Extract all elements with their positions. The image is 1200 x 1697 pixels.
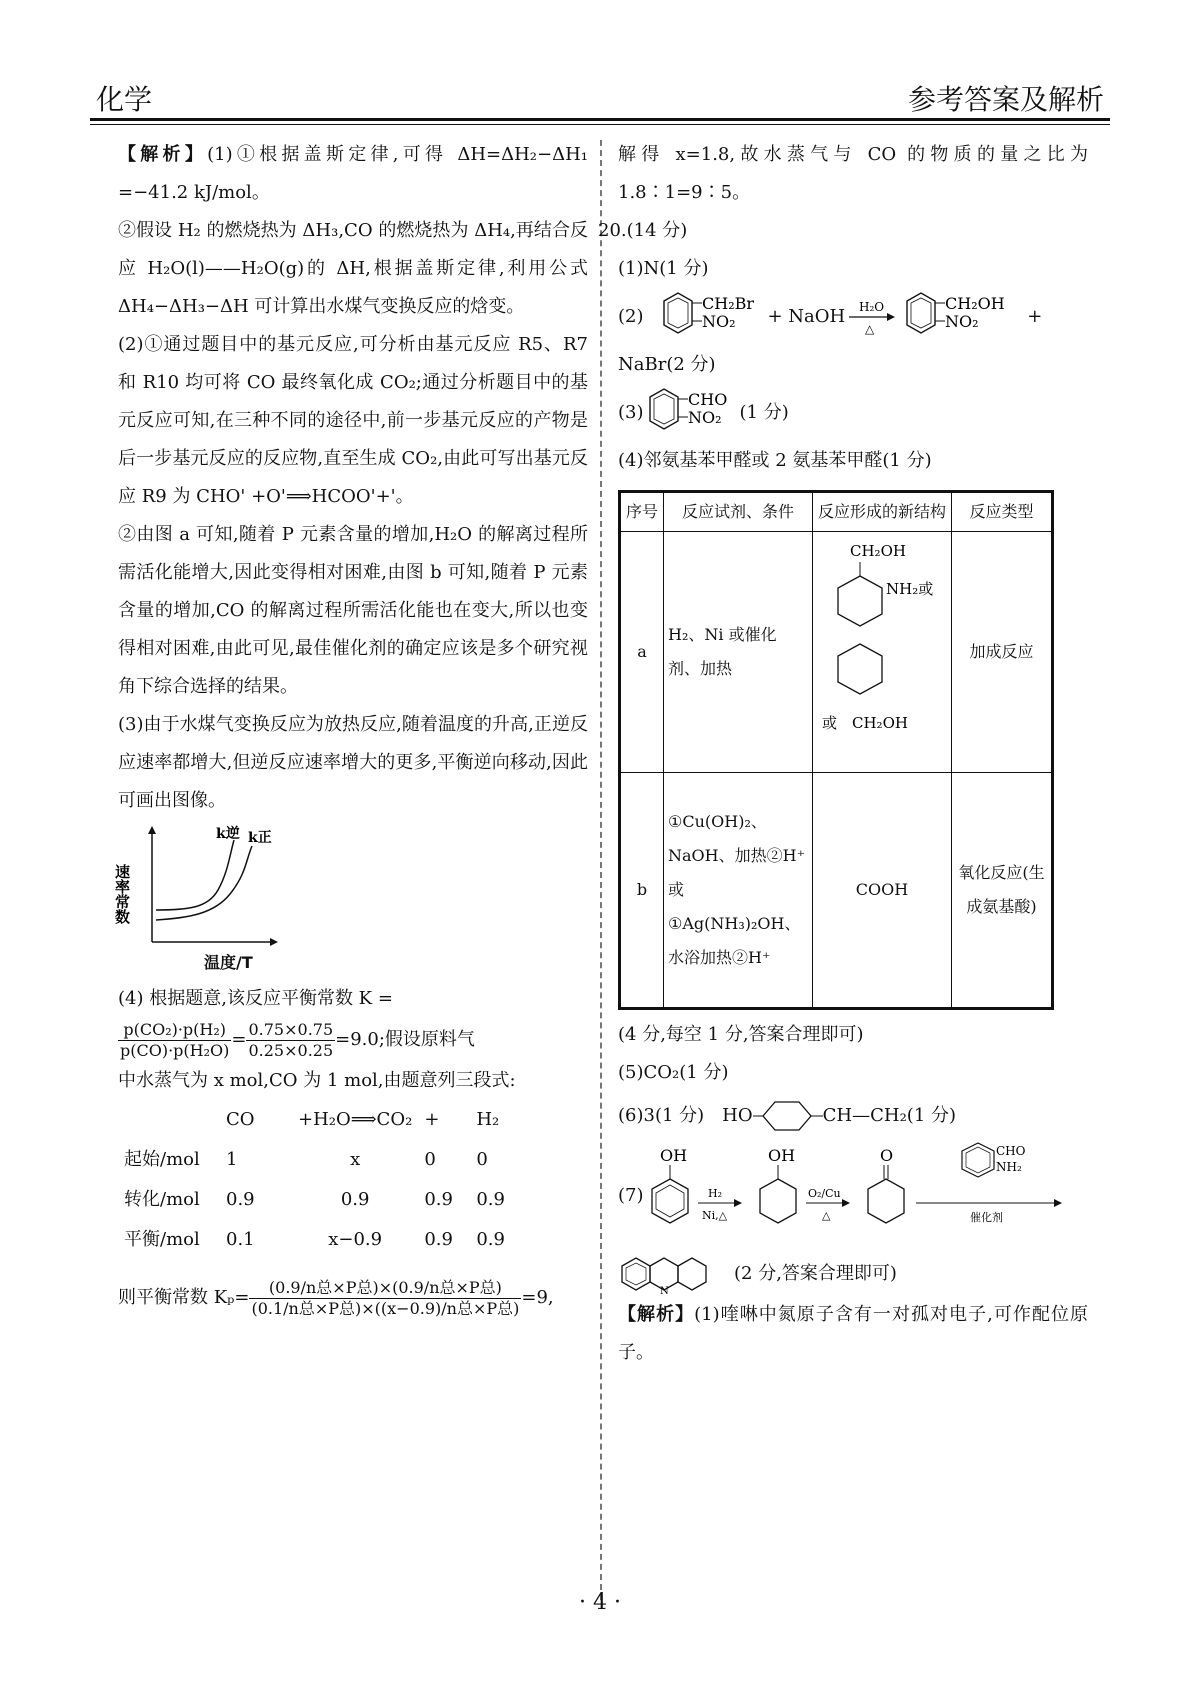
left-column xyxy=(113,136,588,1320)
header-rule-thin xyxy=(90,124,1110,125)
k-expression: $\frac{\text{p(CO₂)·p(H₂)}}{\text{p(CO)·p(H₂O)}}$ = $\frac{0.75\times 0.75}{0.25\times 0.25}$ =9.0;假设原料气 xyxy=(120,1019,475,1060)
question-20: 20.(14 分) xyxy=(598,220,688,241)
svg-text:CHO: CHO xyxy=(687,390,727,409)
three-stage-row: 平衡/mol 0.1 x−0.9 0.9 0.9 xyxy=(124,1229,505,1250)
para-1-text: (1)①根据盖斯定律,可得 ΔH=ΔH₂−ΔH₁ =−41.2 kJ/mol。 xyxy=(118,144,588,203)
svg-text:N: N xyxy=(660,1286,669,1297)
svg-text:NO₂: NO₂ xyxy=(701,312,736,331)
svg-text:NH₂: NH₂ xyxy=(995,1160,1022,1174)
answer-7-product: N (2 分,答案合理即可) xyxy=(618,1252,1088,1296)
curve-k-forward-label: k正 xyxy=(248,830,272,846)
svg-text:△: △ xyxy=(865,322,875,336)
svg-text:CHO: CHO xyxy=(995,1144,1025,1158)
svg-text:CH₂OH: CH₂OH xyxy=(850,542,906,560)
phenyl-ring-icon xyxy=(753,1096,823,1136)
svg-text:H₂O: H₂O xyxy=(859,300,885,314)
svg-text:H₂: H₂ xyxy=(707,1187,722,1200)
kp-fraction: $\frac{\text{(0.9/n总×P总)×(0.9/n总×P总)}}{\text{(0.1/n总×P总)×((x−0.9)/n总×P总)}}$ xyxy=(251,1277,520,1318)
row-b-reagents: ①Cu(OH)₂、 NaOH、加热②H⁺ 或 ①Ag(NH₃)₂OH、 水浴加热②H⁺ xyxy=(664,773,813,1009)
subject-title: 化学 xyxy=(96,83,153,116)
benzyl-alcohol-structure xyxy=(897,289,1027,345)
svg-text:O₂/Cu: O₂/Cu xyxy=(807,1187,841,1200)
answer-7: (7) OH H₂ Ni,△ OH O₂/Cu △ O CHO NH₂ 催化剂 xyxy=(618,1140,1088,1252)
para-6b: =9.0;假设原料气 xyxy=(335,1029,475,1050)
tetrahydroacridine-structure xyxy=(618,1254,734,1297)
kp-expression: 则平衡常数 Kₚ= $\frac{\text{(0.9/n总×P总)×(0.9/n总×P总)}}{\text{(0.1/n总×P总)×((x−0.9)/n总×P总)}}$ =9, xyxy=(118,1277,554,1318)
graph-xlabel: 温度/T xyxy=(204,953,253,972)
svg-text:NO₂: NO₂ xyxy=(687,408,722,427)
svg-text:OH: OH xyxy=(767,1146,795,1165)
cyclohexyl-structures xyxy=(818,532,946,760)
graph-ylabel: 速率常数 xyxy=(113,864,131,924)
svg-text:CH₂OH: CH₂OH xyxy=(945,294,1005,313)
r-para-1: 解得 x=1.8,故水蒸气与 CO 的物质的量之比为 1.8∶1=9∶5。 xyxy=(618,144,1088,203)
three-stage-table xyxy=(118,1100,532,1260)
svg-text:△: △ xyxy=(821,1209,830,1222)
svg-text:NO₂: NO₂ xyxy=(945,312,979,331)
para-7: 中水蒸气为 x mol,CO 为 1 mol,由题意列三段式: xyxy=(118,1070,516,1091)
svg-text:催化剂: 催化剂 xyxy=(969,1211,1003,1224)
answer-3: (3) CHO NO₂ (1 分) xyxy=(618,384,1088,442)
right-column xyxy=(598,136,1089,1372)
reaction-table xyxy=(618,490,1054,1010)
benzyl-bromide-structure xyxy=(644,289,764,345)
svg-text:或 CH₂OH: 或 CH₂OH xyxy=(822,714,908,732)
reaction-arrow xyxy=(845,295,897,339)
para-3: (2)①通过题目中的基元反应,可分析由基元反应 R5、R7 和 R10 均可将 CO 最终氧化成 CO₂;通过分析题目中的基元反应可知,在三种不同的途径中,前一步基元反应的产物是后一步基元反应的反应物,直至生成 CO₂,由此可写出基元反应 R9 为 CHO' +O'⟹HCOO'+'。 xyxy=(118,334,588,507)
para-1 xyxy=(118,136,588,212)
answer-2-end: NaBr(2 分) xyxy=(618,354,716,375)
k-fraction-1: $\frac{\text{p(CO₂)·p(H₂)}}{\text{p(CO)·p(H₂O)}}$ xyxy=(120,1019,230,1060)
answer-4-note: (4 分,每空 1 分,答案合理即可) xyxy=(618,1024,864,1045)
three-stage-row: 起始/mol 1 x 0 0 xyxy=(124,1149,488,1170)
para-2: ②假设 H₂ 的燃烧热为 ΔH₃,CO 的燃烧热为 ΔH₄,再结合反应 H₂O(l)——H₂O(g)的 ΔH,根据盖斯定律,利用公式 ΔH₄−ΔH₃−ΔH 可计算出水煤气变换反应的焓变。 xyxy=(118,220,588,317)
answer-5: (5)CO₂(1 分) xyxy=(618,1062,729,1083)
r-jiexi: 【解析】(1)喹啉中氮原子含有一对孤对电子,可作配位原子。 xyxy=(618,1304,1089,1363)
answer-6: (6)3(1 分) HO CH—CH₂(1 分) xyxy=(618,1092,1088,1140)
jiexi-label: 【解析】 xyxy=(118,144,208,165)
k-fraction-2: $\frac{0.75\times 0.75}{0.25\times 0.25}$ xyxy=(248,1019,334,1060)
row-a-structures xyxy=(813,532,952,773)
svg-text:OH: OH xyxy=(659,1146,687,1165)
answer-4: (4)邻氨基苯甲醛或 2 氨基苯甲醛(1 分) xyxy=(618,450,932,471)
reaction-row-a: a H₂、Ni 或催化剂、加热 CH₂OH NH₂或 或 CH₂OH 加成反应 xyxy=(620,532,1053,773)
para-6a: (4) 根据题意,该反应平衡常数 K = xyxy=(118,988,393,1009)
svg-text:CH₂Br: CH₂Br xyxy=(701,294,754,313)
three-stage-row: 转化/mol 0.9 0.9 0.9 0.9 xyxy=(124,1189,505,1210)
svg-text:O: O xyxy=(879,1146,893,1165)
header-rule-thick xyxy=(90,118,1110,121)
curve-k-reverse-label: k逆 xyxy=(216,826,240,842)
para-4: ②由图 a 可知,随着 P 元素含量的增加,H₂O 的解离过程所需活化能增大,因此变得相对困难,由图 b 可知,随着 P 元素含量的增加,CO 的解离过程所需活化能也在变大,所以也变得相对困难,由此可见,最佳催化剂的确定应该是多个研究视角下综合选择的结果。 xyxy=(118,524,588,697)
rate-constant-graph xyxy=(113,824,278,952)
answer-1: (1)N(1 分) xyxy=(618,258,709,279)
synthesis-route xyxy=(644,1141,1064,1251)
section-title: 参考答案及解析 xyxy=(907,83,1104,116)
column-divider xyxy=(600,140,602,1600)
reaction-table-header: 序号 反应试剂、条件 反应形成的新结构 反应类型 xyxy=(620,492,1053,532)
para-5: (3)由于水煤气变换反应为放热反应,随着温度的升高,正逆反应速率都增大,但逆反应速率增大的更多,平衡逆向移动,因此可画出图像。 xyxy=(118,714,588,811)
reaction-row-b: b ①Cu(OH)₂、 NaOH、加热②H⁺ 或 ①Ag(NH₃)₂OH、 水浴加热②H⁺ COOH 氧化反应(生成氨基酸) xyxy=(620,773,1053,1009)
svg-text:Ni,△: Ni,△ xyxy=(701,1209,727,1222)
answer-2: (2) CH₂Br NO₂ + NaOH H₂O △ CH₂OH NO₂ + xyxy=(618,288,1088,346)
nitrobenzaldehyde-structure xyxy=(644,385,740,441)
three-stage-header: CO +H₂O⟹CO₂ + H₂ xyxy=(226,1109,500,1130)
page-number: · 4 · xyxy=(579,1590,621,1615)
svg-text:NH₂或: NH₂或 xyxy=(886,580,934,598)
